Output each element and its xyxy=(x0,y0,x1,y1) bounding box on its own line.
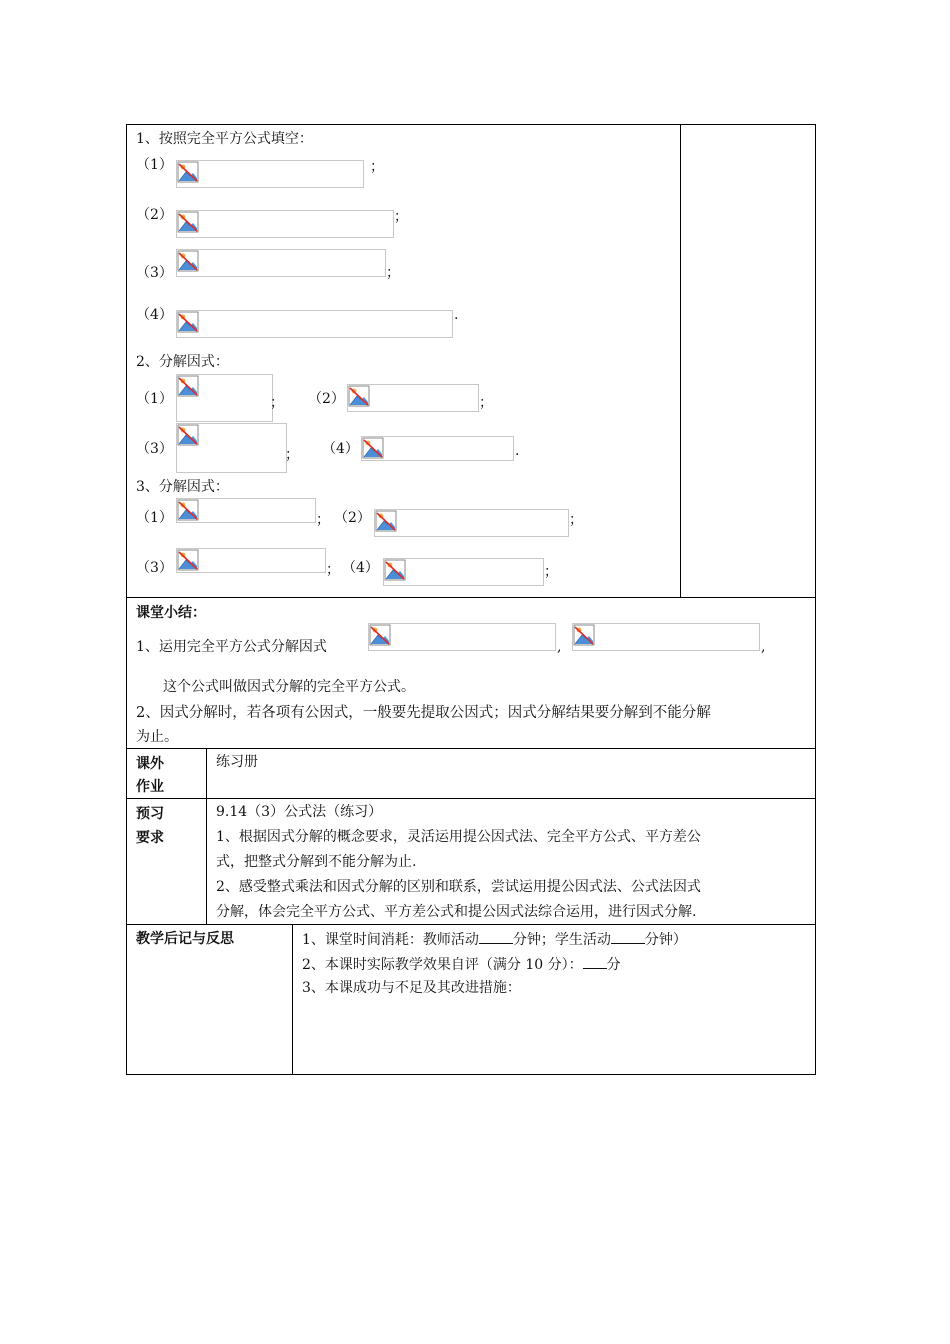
practice-right-column-divider xyxy=(680,124,681,598)
summary-heading: 课堂小结： xyxy=(136,605,206,621)
broken-image-icon xyxy=(177,549,199,571)
formula-image xyxy=(176,310,453,338)
broken-image-icon xyxy=(177,211,199,233)
q1-item1-suffix: ； xyxy=(370,159,384,175)
practice-q1-title: 1、按照完全平方公式填空： xyxy=(136,131,313,147)
broken-image-icon xyxy=(369,624,391,646)
formula-image xyxy=(176,160,364,188)
broken-image-icon xyxy=(177,250,199,272)
broken-image-icon xyxy=(573,624,595,646)
broken-image-icon xyxy=(177,499,199,521)
q1-item4-suffix: . xyxy=(454,307,459,323)
q3-item2-label: （2） xyxy=(334,510,371,526)
q1-item3-suffix: ； xyxy=(386,265,400,281)
broken-image-icon xyxy=(362,437,384,459)
formula-image xyxy=(176,423,287,473)
formula-image xyxy=(368,623,556,651)
q2-item4-label: （4） xyxy=(322,441,359,457)
preview-label-b: 要求 xyxy=(136,830,164,846)
q3-item1-suffix: ； xyxy=(316,512,330,528)
preview-line5: 分解，体会完全平方公式、平方差公式和提公因式法综合运用，进行因式分解. xyxy=(216,904,697,920)
row-divider-homework xyxy=(126,748,816,749)
q1-item4-label: （4） xyxy=(136,307,173,323)
summary-line3b: 为止。 xyxy=(136,729,178,745)
formula-image xyxy=(347,384,479,412)
preview-line4: 2、感受整式乘法和因式分解的区别和联系，尝试运用提公因式法、公式法因式 xyxy=(216,879,701,895)
reflection-label: 教学后记与反思 xyxy=(136,931,234,947)
q3-item2-suffix: ； xyxy=(569,512,583,528)
reflection-column-divider xyxy=(292,924,293,1075)
q3-item1-label: （1） xyxy=(136,510,173,526)
table-border-bottom xyxy=(126,1074,816,1075)
preview-label-a: 预习 xyxy=(136,806,164,822)
broken-image-icon xyxy=(177,424,199,446)
formula-image xyxy=(176,210,394,238)
q2-item2-suffix: ； xyxy=(479,395,493,411)
reflection-line2-b: 分 xyxy=(606,957,621,973)
formula-image xyxy=(176,548,326,573)
label-column-divider xyxy=(206,748,207,925)
q3-item3-suffix: ； xyxy=(326,562,340,578)
table-border-top xyxy=(126,124,816,125)
q3-item3-label: （3） xyxy=(136,560,173,576)
row-divider-preview xyxy=(126,798,816,799)
row-divider-summary xyxy=(126,597,816,598)
broken-image-icon xyxy=(375,510,397,532)
broken-image-icon xyxy=(177,161,199,183)
reflection-line3: 3、本课成功与不足及其改进措施： xyxy=(302,980,521,996)
summary-line1: 1、运用完全平方公式分解因式 xyxy=(136,639,327,655)
formula-image xyxy=(572,623,760,651)
q2-item1-suffix: ； xyxy=(270,395,284,411)
q2-item3-suffix: ； xyxy=(285,447,299,463)
preview-line2: 1、根据因式分解的概念要求，灵活运用提公因式法、完全平方公式、平方差公 xyxy=(216,829,701,845)
score-blank xyxy=(583,954,607,969)
reflection-line1-b: 分钟；学生活动 xyxy=(512,932,611,948)
q1-item2-label: （2） xyxy=(136,207,173,223)
reflection-line1 xyxy=(302,929,687,949)
student-time-blank xyxy=(611,929,645,944)
broken-image-icon xyxy=(348,385,370,407)
formula-image xyxy=(374,509,569,537)
q2-item3-label: （3） xyxy=(136,441,173,457)
q2-item1-label: （1） xyxy=(136,391,173,407)
broken-image-icon xyxy=(177,311,199,333)
q2-item4-suffix: . xyxy=(515,443,520,459)
homework-content: 练习册 xyxy=(216,754,258,770)
teacher-time-blank xyxy=(479,929,513,944)
formula-image xyxy=(361,436,514,461)
preview-line1: 9.14（3）公式法（练习） xyxy=(216,804,383,820)
broken-image-icon xyxy=(177,375,199,397)
summary-sep1: , xyxy=(557,639,562,655)
formula-image xyxy=(176,498,316,523)
reflection-line2 xyxy=(302,954,621,974)
q3-item4-suffix: ； xyxy=(544,564,558,580)
q1-item3-label: （3） xyxy=(136,265,173,281)
formula-image xyxy=(383,558,544,586)
summary-line2: 这个公式叫做因式分解的完全平方公式。 xyxy=(163,679,415,695)
row-divider-reflection xyxy=(126,924,816,925)
q2-item2-label: （2） xyxy=(308,391,345,407)
practice-q2-title: 2、分解因式： xyxy=(136,354,229,370)
summary-sep2: , xyxy=(761,639,766,655)
reflection-line1-c: 分钟） xyxy=(644,932,687,948)
homework-label-a: 课外 xyxy=(136,756,164,772)
homework-label-b: 作业 xyxy=(136,779,164,795)
summary-line3a: 2、因式分解时，若各项有公因式，一般要先提取公因式；因式分解结果要分解到不能分解 xyxy=(136,705,711,721)
practice-q3-title: 3、分解因式： xyxy=(136,479,229,495)
q1-item1-label: （1） xyxy=(136,157,173,173)
q3-item4-label: （4） xyxy=(342,560,379,576)
reflection-line1-a: 1、课堂时间消耗：教师活动 xyxy=(302,932,479,948)
preview-line3: 式，把整式分解到不能分解为止. xyxy=(216,854,417,870)
formula-image xyxy=(176,249,386,277)
formula-image xyxy=(176,374,273,422)
reflection-line2-a: 2、本课时实际教学效果自评（满分 10 分）： xyxy=(302,957,583,973)
q1-item2-suffix: ； xyxy=(394,209,408,225)
table-border-right xyxy=(815,124,816,1075)
broken-image-icon xyxy=(384,559,406,581)
table-border-left xyxy=(126,124,127,1075)
